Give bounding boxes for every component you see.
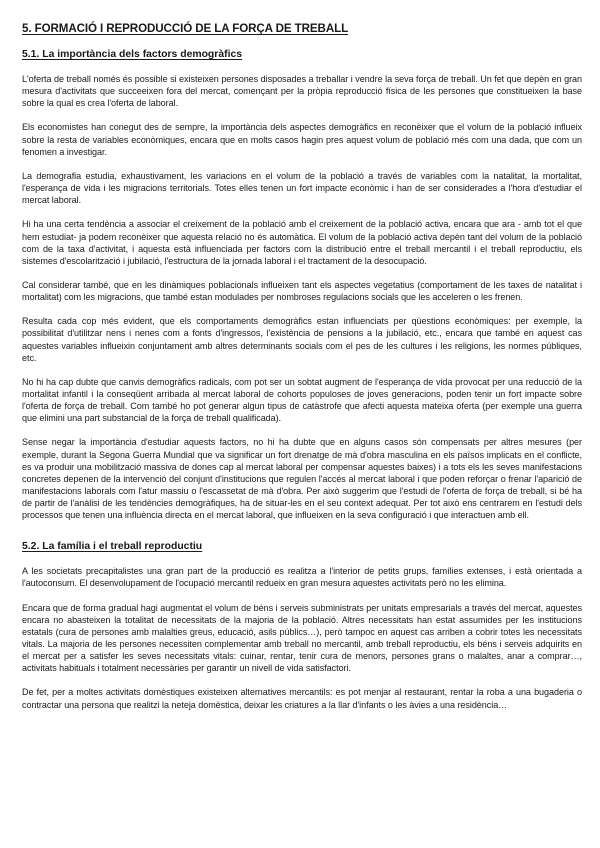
section-title: 5.1. La importància dels factors demogràfics [22, 49, 243, 60]
section-spacer [22, 533, 582, 541]
paragraph: Cal considerar també, que en les dinàmiques poblacionals influeixen tant els aspectes vegetatius (comportament de les taxes de natalitat i mortalitat) com les migracions, que també estan modulades per nombroses regulacions socials que les acceleren o les frenen. [22, 279, 582, 303]
paragraph: Hi ha una certa tendència a associar el creixement de la població amb el creixement de la població activa, encara que ara - amb tot el que hem estudiat- ja podem reconèixer que aquesta relació no és automàtica. El volum de la població activa depèn tant del volum de la població com de la taxa d'activitat, i aquesta està influenciada per factors com la distribució entre el treball mercantil i el treball reproductiu, els sistemes d'escolarització i jubilació, l'estructura de la jornada laboral i el tractament de la desocupació. [22, 219, 582, 266]
paragraph: Resulta cada cop més evident, que els comportaments demogràfics estan influenciats per qüestions econòmiques: per exemple, la possibilitat d'utilitzar nens i nenes com a fonts d'ingressos, l'existència de pensions a la jubilació, etc., encara que també en aquest cas aquestes variables influeixin conjuntament amb altres determinants socials com el pes de les cultures i les religions, les normes públiques, etc. [22, 316, 582, 363]
paragraph: Els economistes han conegut des de sempre, la importància dels aspectes demogràfics en reconèixer que el volum de la població influeix sobre la resta de variables econòmiques, encara que en molts casos hagin pres aquest volum de població més com una dada, que com un fenomen a investigar. [22, 122, 582, 157]
paragraph: Encara que de forma gradual hagi augmentat el volum de béns i serveis subministrats per unitats empresarials a través del mercat, aquestes encara no abasteixen la totalitat de necessitats de la majoria de la població. Altres necessitats han estat assumides per les institucions estatals (cura de persones amb malalties greus, educació, asils públics…), però tampoc en aquest cas arriben a cobrir totes les necessitats vitals. La majoria de les persones necessiten complementar amb treball no mercantil, amb treball reproductiu, els béns i serveis adquirits en el mercat per a satisfer les seves necessitats vitals: cuinar, rentar, tenir cura de menors, persones grans o malaltes, anar a comprar…, activitats habituals i totalment necessàries per garantir un nivell de vida satisfactori. [22, 602, 582, 674]
chapter-title: 5. FORMACIÓ I REPRODUCCIÓ DE LA FORÇA DE TREBALL [22, 22, 349, 35]
paragraph: No hi ha cap dubte que canvis demogràfics radicals, com pot ser un sobtat augment de l'esperança de vida provocat per una reducció de la mortalitat infantil i la conseqüent arribada al mercat laboral de cohorts populoses de joves generacions, poden tenir un fort impacte sobre l'oferta de força de treball. Com també ho pot generar algun tipus de catàstrofe que afecti aquesta mateixa oferta (per exemple una guerra que elimini una part substancial de la força de treball qualificada). [22, 376, 582, 424]
paragraph: L'oferta de treball només és possible si existeixen persones disposades a treballar i vendre la seva força de treball. Un fet que depèn en gran mesura d'activitats que succeeixen fora del mercat, començant per la pròpia reproducció física de les persones que constitueixen la base sobre la qual es crea l'oferta de laboral. [22, 74, 582, 109]
paragraph: A les societats precapitalistes una gran part de la producció es realitza a l'interior de petits grups, famílies extenses, i està orientada a l'autoconsum. El desenvolupament de l'ocupació mercantil redueix en gran mesura aquestes activitats però no les elimina. [22, 566, 582, 589]
section-title: 5.2. La família i el treball reproductiu [22, 541, 203, 553]
paragraph: De fet, per a moltes activitats domèstiques existeixen alternatives mercantils: es pot menjar al restaurant, rentar la roba a una bugaderia o contractar una persona que realitzi la neteja domèstica, deixar les criatures a la llar d'infants o les àvies a una residència… [22, 687, 582, 710]
paragraph: Sense negar la importància d'estudiar aquests factors, no hi ha dubte que en alguns casos són compensats per altres mesures (per exemple, durant la Segona Guerra Mundial que va significar un fort drenatge de mà d'obra masculina en els països implicats en el conflicte, es va produir una mobilització massiva de dones cap al mercat laboral per compensar aquestes baixes) i a tots els les seves manifestacions concretes depenen de la intervenció del conjunt d'institucions que regulen l'accés al mercat laboral i que poden reforçar o frenar l'aparició de manifestacions laborals com l'atur massiu o l'escassetat de mà d'obra. Per això suggerim que l'estudi de l'oferta de força de treball, si bé ha de partir de l'anàlisi de les tendències demogràfiques, ha de situar-les en el seu context adequat. Per tot això ens centrarem en l'estudi dels processos que tenen una influència directa en el mercat laboral, que influeixen en la seva configuració i que interactuen amb ell. [22, 437, 582, 521]
document-page [22, 22, 582, 723]
paragraph: La demografia estudia, exhaustivament, les variacions en el volum de la població a través de variables com la natalitat, la mortalitat, l'esperança de vida i les migracions territorials. Totes elles tenen un fort impacte econòmic i han de ser considerades a l'hora d'estudiar el mercat laboral. [22, 170, 582, 206]
